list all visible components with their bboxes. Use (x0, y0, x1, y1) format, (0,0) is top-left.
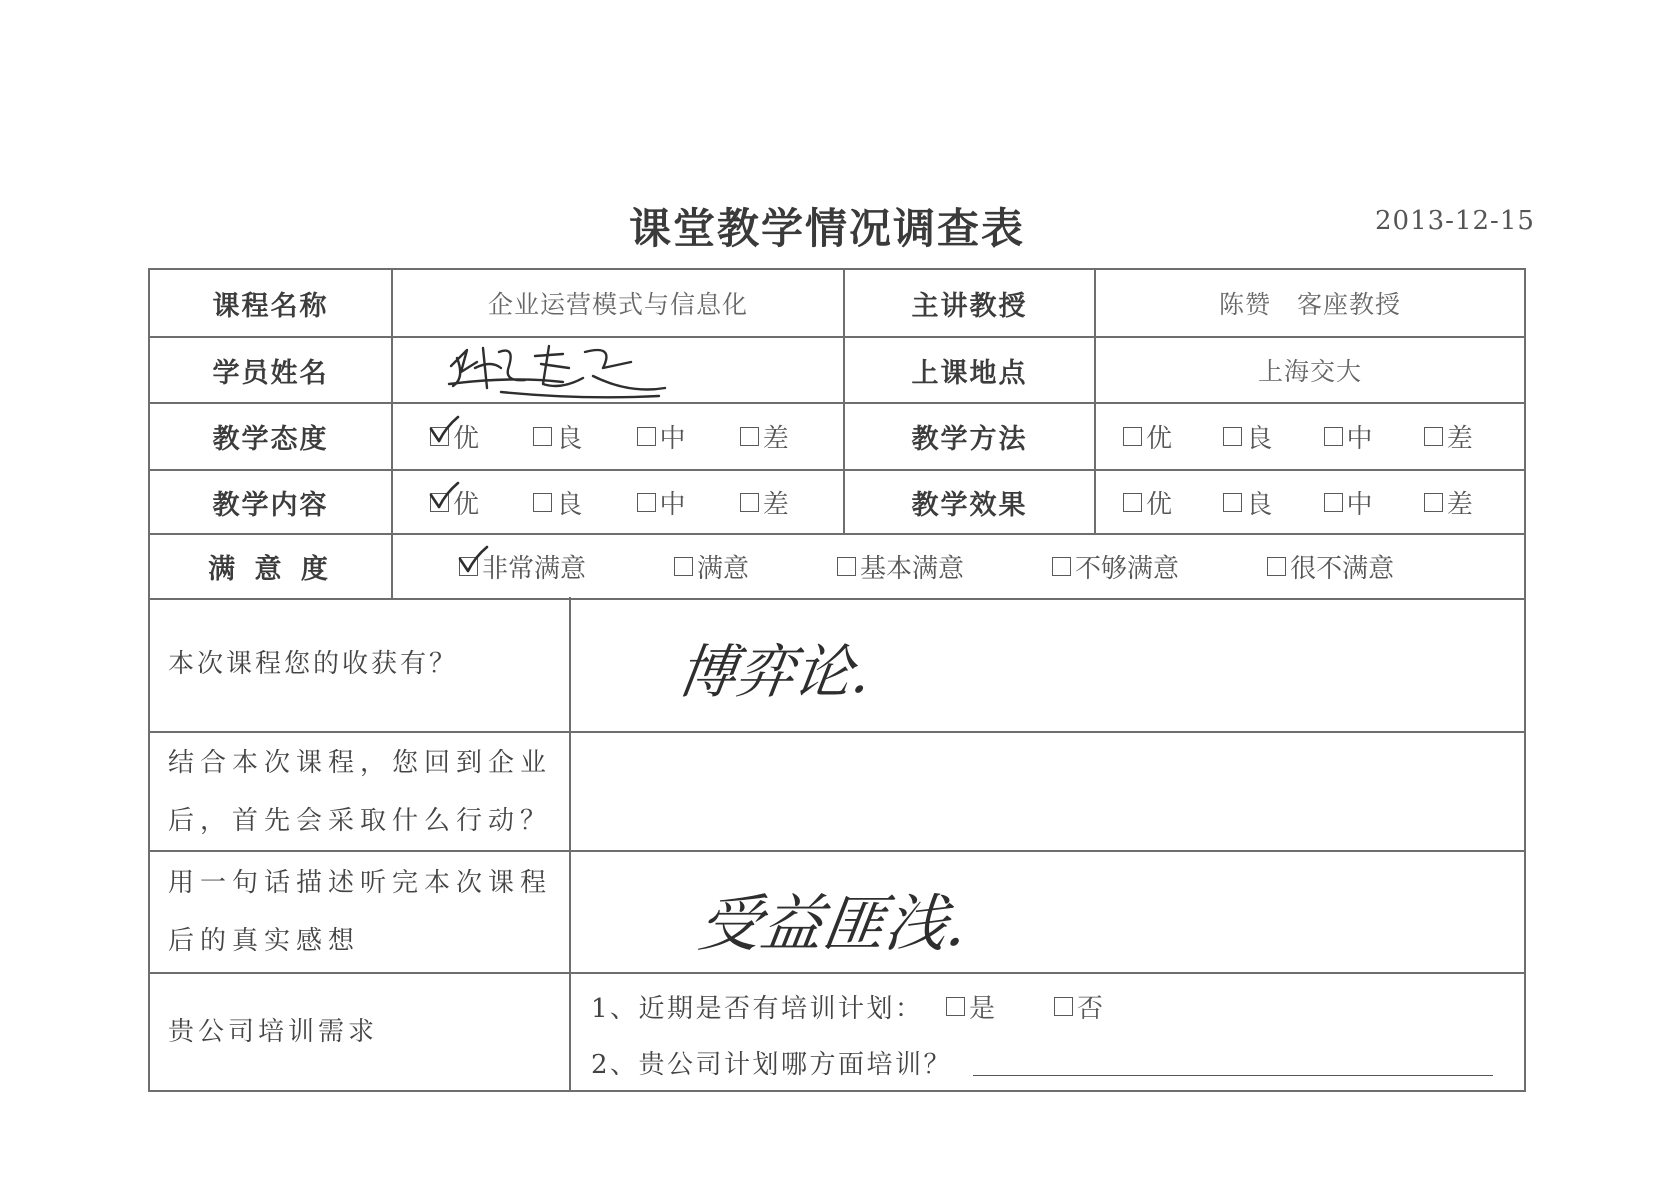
training-needs-label-text: 贵公司培训需求 (168, 1017, 379, 1047)
gains-answer-field[interactable] (570, 597, 1525, 732)
option-label: 差 (762, 489, 789, 520)
option-average[interactable] (637, 484, 740, 521)
option-label: 良 (1246, 424, 1273, 454)
form-date: 2013-12-15 (1375, 206, 1535, 236)
feeling-answer-field[interactable] (570, 851, 1525, 973)
option-label: 优 (453, 424, 480, 454)
option-label: 中 (1346, 489, 1373, 520)
student-row (149, 337, 1525, 403)
student-name-label: 学员姓名 (149, 337, 392, 403)
option-label: 基本满意 (860, 554, 965, 584)
option-label: 不够满意 (1075, 554, 1180, 584)
satisfaction-label: 满 意 度 (149, 534, 392, 599)
checkbox[interactable] (1054, 997, 1073, 1016)
option-not-satisfied-enough[interactable] (1052, 548, 1179, 585)
action-question-line: 后，首先会采取什么行动？ (168, 805, 553, 836)
course-name-label: 课程名称 (149, 269, 392, 337)
satisfaction-options (392, 534, 1525, 599)
option-label: 差 (762, 424, 789, 454)
checkbox[interactable] (533, 493, 552, 512)
gains-question-text: 本次课程您的收获有？ (168, 649, 459, 679)
teaching-method-options (1095, 403, 1525, 470)
course-row (149, 269, 1525, 337)
checkmark-icon (428, 415, 460, 445)
checkbox[interactable] (1324, 427, 1343, 446)
satisfaction-row (149, 534, 1525, 599)
action-question (149, 732, 570, 851)
lecturer-value[interactable]: 陈赞 客座教授 (1095, 269, 1525, 337)
option-label: 中 (659, 424, 686, 454)
option-label: 中 (659, 489, 686, 520)
teaching-attitude-options (392, 403, 844, 470)
checkbox[interactable] (637, 493, 656, 512)
checkbox[interactable] (1324, 493, 1343, 512)
action-question-line: 结合本次课程，您回到企业 (168, 747, 553, 778)
option-excellent[interactable] (1123, 484, 1223, 521)
course-name-value[interactable]: 企业运营模式与信息化 (392, 269, 844, 337)
option-good[interactable] (533, 418, 636, 455)
option-good[interactable] (1223, 418, 1323, 455)
teaching-content-options (392, 470, 844, 534)
option-yes[interactable] (946, 988, 1054, 1025)
option-average[interactable] (1324, 484, 1424, 521)
checkbox[interactable] (430, 493, 449, 512)
option-label: 否 (1077, 993, 1104, 1024)
attitude-method-row (149, 403, 1525, 470)
feeling-question-line: 用一句话描述听完本次课程 (168, 868, 553, 898)
option-average[interactable] (1324, 418, 1424, 455)
option-label: 很不满意 (1290, 554, 1395, 584)
option-label: 中 (1346, 424, 1373, 454)
gains-row (149, 597, 1525, 732)
checkbox[interactable] (459, 557, 478, 576)
action-answer-field[interactable] (570, 732, 1525, 851)
checkmark-icon (428, 481, 460, 511)
option-label: 满意 (697, 554, 750, 584)
feeling-handwritten-answer: 受益匪浅. (694, 887, 973, 960)
option-no[interactable] (1054, 988, 1162, 1025)
answer-area (571, 852, 1524, 972)
option-label: 良 (1246, 489, 1273, 520)
option-very-dissatisfied[interactable] (1267, 548, 1394, 585)
feeling-row (149, 851, 1525, 973)
checkbox[interactable] (1424, 427, 1443, 446)
option-label: 非常满意 (482, 554, 587, 584)
form-title: 课堂教学情况调查表 (628, 204, 1025, 253)
teaching-effect-options (1095, 470, 1525, 534)
option-row (1096, 418, 1524, 455)
teaching-method-label: 教学方法 (844, 403, 1095, 470)
training-needs-row (149, 973, 1525, 1091)
feeling-question-line: 后的真实感想 (168, 926, 361, 956)
course-info-table (148, 268, 1526, 600)
option-label: 优 (1146, 489, 1173, 520)
option-label: 差 (1446, 424, 1473, 454)
checkbox[interactable] (740, 493, 759, 512)
training-plan-question-text: 1、近期是否有培训计划： (591, 993, 924, 1024)
option-label: 良 (556, 489, 583, 520)
feeling-question (149, 851, 570, 973)
checkbox[interactable] (837, 557, 856, 576)
teaching-effect-label: 教学效果 (844, 470, 1095, 534)
action-row (149, 732, 1525, 851)
student-name-field[interactable] (392, 337, 844, 403)
option-label: 良 (556, 424, 583, 454)
gains-question (149, 597, 570, 732)
option-row (393, 548, 1524, 585)
checkbox[interactable] (1223, 427, 1242, 446)
checkbox[interactable] (637, 427, 656, 446)
training-topic-question (591, 1034, 1524, 1090)
option-row (393, 484, 843, 521)
content-effect-row (149, 470, 1525, 534)
training-topic-question-text: 2、贵公司计划哪方面培训？ (591, 1049, 953, 1080)
teaching-attitude-label: 教学态度 (149, 403, 392, 470)
training-plan-question (591, 978, 1524, 1034)
option-label: 优 (1146, 424, 1173, 454)
option-good[interactable] (533, 484, 636, 521)
option-very-satisfied[interactable] (459, 548, 586, 585)
training-needs-questions (571, 974, 1524, 1090)
checkbox[interactable] (1223, 493, 1242, 512)
option-satisfied[interactable] (674, 548, 749, 585)
checkbox[interactable] (1424, 493, 1443, 512)
feedback-table (148, 597, 1526, 1092)
gains-handwritten-answer: 博弈论. (673, 638, 876, 706)
training-needs-label (149, 973, 570, 1091)
checkbox[interactable] (674, 557, 693, 576)
option-poor[interactable] (1424, 484, 1524, 521)
checkbox[interactable] (740, 427, 759, 446)
option-poor[interactable] (740, 418, 843, 455)
option-basically-satisfied[interactable] (837, 548, 964, 585)
checkbox[interactable] (1123, 493, 1142, 512)
option-label: 是 (969, 993, 996, 1024)
option-label: 优 (453, 489, 480, 520)
checkbox[interactable] (1052, 557, 1071, 576)
option-row (393, 418, 843, 455)
option-poor[interactable] (1424, 418, 1524, 455)
location-value[interactable]: 上海交大 (1095, 337, 1525, 403)
training-needs-field (570, 973, 1525, 1091)
lecturer-label: 主讲教授 (844, 269, 1095, 337)
student-signature (443, 338, 673, 404)
checkbox[interactable] (946, 997, 965, 1016)
option-poor[interactable] (740, 484, 843, 521)
checkbox[interactable] (1123, 427, 1142, 446)
option-good[interactable] (1223, 484, 1323, 521)
checkbox[interactable] (1267, 557, 1286, 576)
answer-area (571, 597, 1524, 731)
teaching-content-label: 教学内容 (149, 470, 392, 534)
option-excellent[interactable] (430, 484, 533, 521)
training-topic-blank-field[interactable] (973, 1049, 1493, 1076)
checkbox[interactable] (533, 427, 552, 446)
option-excellent[interactable] (430, 418, 533, 455)
checkmark-icon (457, 545, 489, 575)
location-label: 上课地点 (844, 337, 1095, 403)
option-label: 差 (1446, 489, 1473, 520)
checkbox[interactable] (430, 427, 449, 446)
option-excellent[interactable] (1123, 418, 1223, 455)
option-average[interactable] (637, 418, 740, 455)
option-row (1096, 484, 1524, 521)
